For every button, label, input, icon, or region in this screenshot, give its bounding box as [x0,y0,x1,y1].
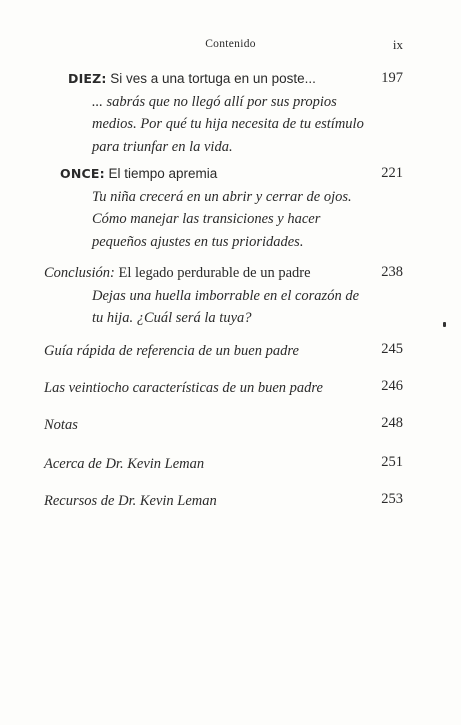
chapter-subtitle-line: Tu niña crecerá en un abrir y cerrar de ojos. [92,188,352,205]
page-number: 248 [381,415,403,431]
chapter-subtitle-line: ... sabrás que no llegó allí por sus propios [92,93,337,110]
page-number: 238 [381,264,403,280]
conclusion-title: El legado perdurable de un padre [118,265,311,281]
page-number: 246 [381,378,403,394]
toc-entry-once[interactable] [60,163,360,253]
chapter-subtitle-line: para triunfar en la vida. [92,138,233,155]
toc-entry-notas[interactable]: Notas [44,417,78,433]
chapter-title: Si ves a una tortuga en un poste... [110,71,316,86]
chapter-subtitle-line: medios. Por qué tu hija necesita de tu estímulo [92,116,364,132]
page-number: 245 [381,341,403,357]
conclusion-label: Conclusión: [44,265,115,281]
page-number: 221 [381,165,403,181]
running-header-page-number: ix [392,37,403,52]
toc-entry-acerca-de[interactable]: Acerca de Dr. Kevin Leman [44,456,205,472]
toc-entry-diez[interactable] [68,68,368,158]
conclusion-subtitle-line: tu hija. ¿Cuál será la tuya? [92,310,252,326]
toc-entry-recursos[interactable]: Recursos de Dr. Kevin Leman [44,493,217,509]
toc-entry-conclusion[interactable] [44,262,364,330]
page-number: 197 [381,70,403,86]
chapter-title: El tiempo apremia [108,166,218,181]
running-header-title: Contenido [205,38,256,50]
page-number: 251 [381,454,403,470]
chapter-subtitle-line: Cómo manejar las transiciones y hacer [92,211,321,227]
chapter-label: DIEZ: [68,71,107,86]
page-number: 253 [381,491,403,507]
ink-speck [443,322,446,327]
conclusion-subtitle-line: Dejas una huella imborrable en el corazón de [92,287,360,304]
toc-entry-guia-rapida[interactable]: Guía rápida de referencia de un buen padre [44,343,299,359]
toc-entry-caracteristicas[interactable]: Las veintiocho características de un buen padre [44,380,323,396]
chapter-subtitle-line: pequeños ajustes en tus prioridades. [92,233,304,250]
chapter-label: ONCE: [60,166,105,181]
